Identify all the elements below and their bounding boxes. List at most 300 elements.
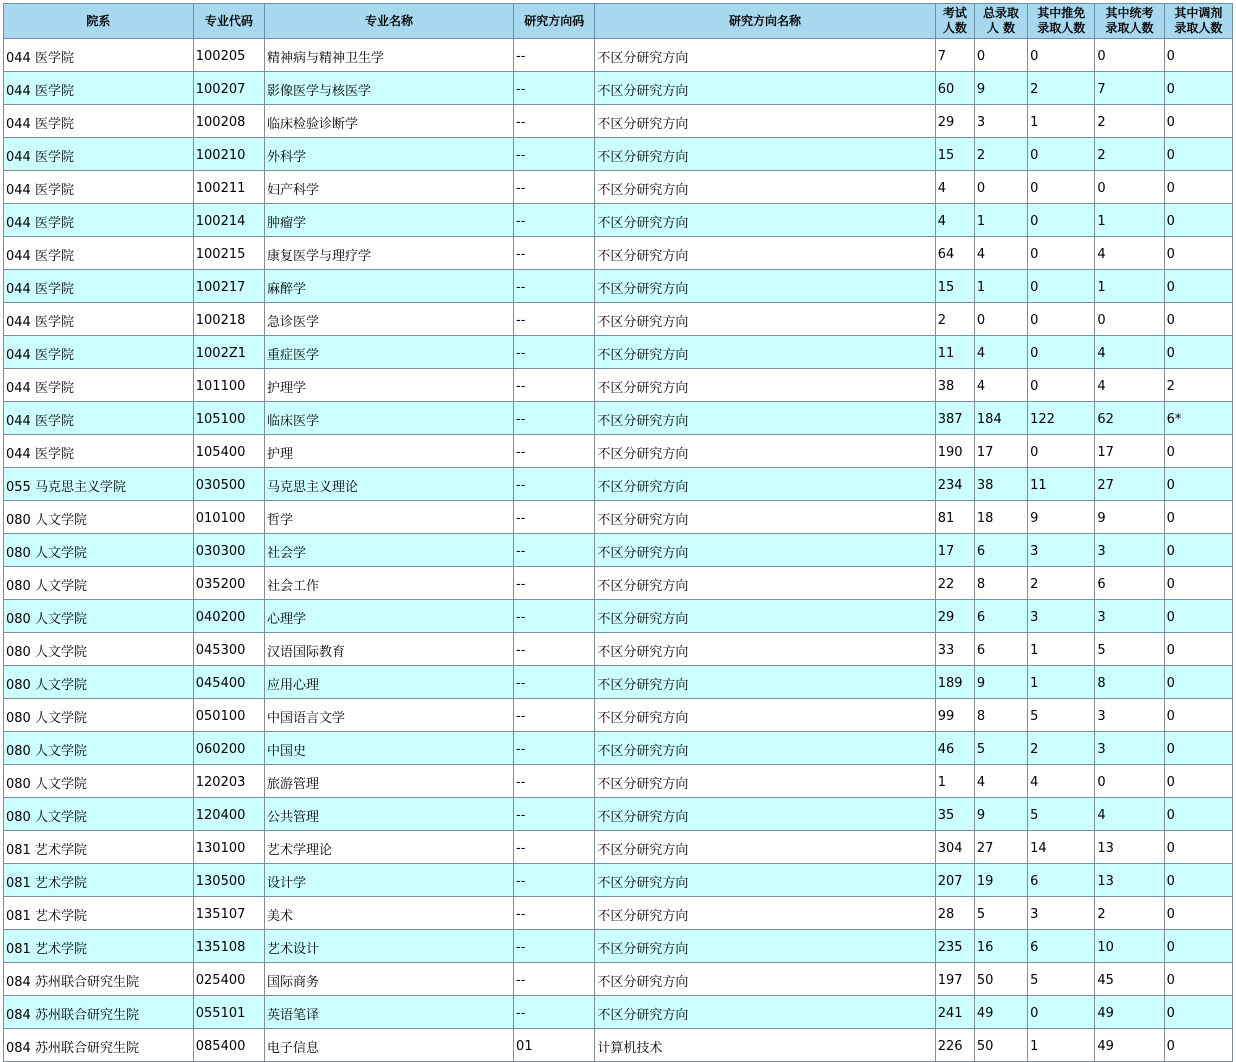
cell-major: 哲学 — [265, 501, 514, 534]
cell-unified: 13 — [1095, 864, 1164, 897]
cell-adjusted: 0 — [1164, 897, 1232, 930]
cell-dir-name: 不区分研究方向 — [595, 204, 935, 237]
cell-recommended: 0 — [1028, 237, 1095, 270]
cell-adjusted: 0 — [1164, 567, 1232, 600]
cell-dept: 055 马克思主义学院 — [4, 468, 194, 501]
cell-code: 100217 — [193, 270, 264, 303]
cell-major: 艺术设计 — [265, 930, 514, 963]
cell-adjusted: 0 — [1164, 435, 1232, 468]
cell-exam: 241 — [935, 996, 974, 1029]
table-row — [4, 831, 1233, 864]
cell-adjusted: 0 — [1164, 39, 1232, 72]
cell-code: 030500 — [193, 468, 264, 501]
cell-unified: 27 — [1095, 468, 1164, 501]
cell-total: 6 — [974, 600, 1027, 633]
cell-total: 9 — [974, 666, 1027, 699]
cell-dir-name: 不区分研究方向 — [595, 666, 935, 699]
cell-major: 外科学 — [265, 138, 514, 171]
cell-code: 100210 — [193, 138, 264, 171]
table-row — [4, 105, 1233, 138]
cell-total: 0 — [974, 171, 1027, 204]
cell-total: 0 — [974, 303, 1027, 336]
cell-total: 6 — [974, 633, 1027, 666]
cell-recommended: 11 — [1028, 468, 1095, 501]
table-row — [4, 336, 1233, 369]
cell-dept: 084 苏州联合研究生院 — [4, 963, 194, 996]
cell-code: 045400 — [193, 666, 264, 699]
cell-major: 临床检验诊断学 — [265, 105, 514, 138]
header-recommended-line2: 录取人数 — [1037, 21, 1086, 35]
cell-total: 9 — [974, 798, 1027, 831]
cell-code: 100205 — [193, 39, 264, 72]
header-total-line2: 人 数 — [986, 21, 1016, 35]
cell-unified: 4 — [1095, 336, 1164, 369]
cell-unified: 0 — [1095, 765, 1164, 798]
cell-dept: 044 医学院 — [4, 435, 194, 468]
cell-total: 0 — [974, 39, 1027, 72]
cell-major: 临床医学 — [265, 402, 514, 435]
cell-exam: 29 — [935, 600, 974, 633]
header-total — [974, 4, 1027, 39]
cell-dir-code: -- — [514, 468, 595, 501]
cell-code: 100214 — [193, 204, 264, 237]
cell-adjusted: 0 — [1164, 996, 1232, 1029]
cell-unified: 4 — [1095, 369, 1164, 402]
cell-exam: 304 — [935, 831, 974, 864]
header-recommended-line1: 其中推免 — [1037, 6, 1086, 20]
cell-unified: 2 — [1095, 138, 1164, 171]
cell-adjusted: 0 — [1164, 501, 1232, 534]
cell-recommended: 0 — [1028, 138, 1095, 171]
cell-recommended: 5 — [1028, 798, 1095, 831]
cell-total: 18 — [974, 501, 1027, 534]
cell-major: 英语笔译 — [265, 996, 514, 1029]
cell-code: 030300 — [193, 534, 264, 567]
cell-major: 心理学 — [265, 600, 514, 633]
cell-code: 055101 — [193, 996, 264, 1029]
cell-exam: 29 — [935, 105, 974, 138]
cell-dept: 044 医学院 — [4, 105, 194, 138]
cell-recommended: 5 — [1028, 963, 1095, 996]
cell-total: 5 — [974, 897, 1027, 930]
cell-exam: 33 — [935, 633, 974, 666]
cell-dir-code: -- — [514, 303, 595, 336]
cell-major: 社会工作 — [265, 567, 514, 600]
cell-dept: 080 人文学院 — [4, 600, 194, 633]
cell-major: 重症医学 — [265, 336, 514, 369]
cell-adjusted: 6* — [1164, 402, 1232, 435]
table-row — [4, 435, 1233, 468]
cell-adjusted: 0 — [1164, 171, 1232, 204]
cell-adjusted: 0 — [1164, 336, 1232, 369]
cell-total: 19 — [974, 864, 1027, 897]
cell-dir-name: 不区分研究方向 — [595, 534, 935, 567]
cell-major: 马克思主义理论 — [265, 468, 514, 501]
cell-dir-code: -- — [514, 732, 595, 765]
cell-exam: 35 — [935, 798, 974, 831]
cell-total: 9 — [974, 72, 1027, 105]
cell-recommended: 14 — [1028, 831, 1095, 864]
cell-dir-code: -- — [514, 963, 595, 996]
table-row — [4, 303, 1233, 336]
cell-dept: 081 艺术学院 — [4, 897, 194, 930]
cell-recommended: 9 — [1028, 501, 1095, 534]
cell-dept: 044 医学院 — [4, 303, 194, 336]
cell-dir-code: -- — [514, 666, 595, 699]
cell-code: 135108 — [193, 930, 264, 963]
cell-unified: 3 — [1095, 732, 1164, 765]
cell-dir-code: -- — [514, 897, 595, 930]
cell-exam: 38 — [935, 369, 974, 402]
cell-unified: 5 — [1095, 633, 1164, 666]
header-adjusted-line1: 其中调剂 — [1174, 6, 1223, 20]
cell-major: 影像医学与核医学 — [265, 72, 514, 105]
cell-adjusted: 0 — [1164, 798, 1232, 831]
cell-dir-code: -- — [514, 699, 595, 732]
cell-total: 4 — [974, 336, 1027, 369]
cell-recommended: 6 — [1028, 930, 1095, 963]
cell-dir-name: 不区分研究方向 — [595, 270, 935, 303]
cell-unified: 3 — [1095, 534, 1164, 567]
cell-dir-name: 不区分研究方向 — [595, 699, 935, 732]
cell-recommended: 3 — [1028, 897, 1095, 930]
cell-dir-code: -- — [514, 996, 595, 1029]
cell-exam: 189 — [935, 666, 974, 699]
cell-unified: 1 — [1095, 204, 1164, 237]
cell-dir-code: -- — [514, 204, 595, 237]
cell-dept: 044 医学院 — [4, 369, 194, 402]
cell-dir-name: 不区分研究方向 — [595, 996, 935, 1029]
header-row — [4, 4, 1233, 39]
cell-dir-name: 不区分研究方向 — [595, 402, 935, 435]
cell-dept: 044 医学院 — [4, 39, 194, 72]
cell-major: 肿瘤学 — [265, 204, 514, 237]
cell-adjusted: 0 — [1164, 732, 1232, 765]
table-row — [4, 171, 1233, 204]
cell-dept: 084 苏州联合研究生院 — [4, 996, 194, 1029]
cell-unified: 9 — [1095, 501, 1164, 534]
cell-unified: 2 — [1095, 897, 1164, 930]
cell-unified: 4 — [1095, 237, 1164, 270]
cell-recommended: 0 — [1028, 435, 1095, 468]
header-code: 专业代码 — [193, 4, 264, 39]
cell-dir-name: 不区分研究方向 — [595, 39, 935, 72]
cell-exam: 81 — [935, 501, 974, 534]
cell-dir-name: 不区分研究方向 — [595, 303, 935, 336]
cell-major: 应用心理 — [265, 666, 514, 699]
cell-unified: 45 — [1095, 963, 1164, 996]
cell-exam: 234 — [935, 468, 974, 501]
cell-dir-code: -- — [514, 765, 595, 798]
cell-dir-code: -- — [514, 336, 595, 369]
cell-total: 50 — [974, 1029, 1027, 1062]
header-total-line1: 总录取 — [983, 6, 1020, 20]
cell-code: 100207 — [193, 72, 264, 105]
header-major: 专业名称 — [265, 4, 514, 39]
table-row — [4, 204, 1233, 237]
cell-recommended: 1 — [1028, 105, 1095, 138]
cell-code: 101100 — [193, 369, 264, 402]
cell-code: 105100 — [193, 402, 264, 435]
cell-major: 中国语言文学 — [265, 699, 514, 732]
cell-exam: 226 — [935, 1029, 974, 1062]
cell-exam: 4 — [935, 171, 974, 204]
cell-dir-code: -- — [514, 369, 595, 402]
cell-exam: 22 — [935, 567, 974, 600]
cell-dir-name: 不区分研究方向 — [595, 105, 935, 138]
cell-unified: 0 — [1095, 303, 1164, 336]
header-exam-line2: 人数 — [942, 21, 967, 35]
cell-dir-name: 不区分研究方向 — [595, 897, 935, 930]
cell-dir-code: -- — [514, 72, 595, 105]
cell-unified: 13 — [1095, 831, 1164, 864]
table-row — [4, 996, 1233, 1029]
cell-dir-code: -- — [514, 39, 595, 72]
table-row — [4, 501, 1233, 534]
cell-recommended: 122 — [1028, 402, 1095, 435]
cell-total: 6 — [974, 534, 1027, 567]
cell-dir-code: -- — [514, 534, 595, 567]
cell-exam: 387 — [935, 402, 974, 435]
cell-dir-code: -- — [514, 138, 595, 171]
cell-recommended: 3 — [1028, 600, 1095, 633]
cell-code: 105400 — [193, 435, 264, 468]
table-row — [4, 369, 1233, 402]
cell-unified: 4 — [1095, 798, 1164, 831]
cell-recommended: 1 — [1028, 666, 1095, 699]
cell-adjusted: 0 — [1164, 72, 1232, 105]
cell-recommended: 5 — [1028, 699, 1095, 732]
cell-recommended: 1 — [1028, 633, 1095, 666]
cell-unified: 10 — [1095, 930, 1164, 963]
cell-dept: 080 人文学院 — [4, 567, 194, 600]
cell-recommended: 3 — [1028, 534, 1095, 567]
cell-major: 精神病与精神卫生学 — [265, 39, 514, 72]
cell-dir-code: -- — [514, 501, 595, 534]
cell-unified: 2 — [1095, 105, 1164, 138]
cell-dir-code: -- — [514, 105, 595, 138]
cell-dir-code: -- — [514, 171, 595, 204]
cell-code: 100218 — [193, 303, 264, 336]
table-row — [4, 897, 1233, 930]
cell-total: 27 — [974, 831, 1027, 864]
cell-dir-name: 不区分研究方向 — [595, 237, 935, 270]
cell-unified: 0 — [1095, 171, 1164, 204]
cell-total: 4 — [974, 765, 1027, 798]
cell-exam: 190 — [935, 435, 974, 468]
cell-recommended: 0 — [1028, 303, 1095, 336]
table-row — [4, 930, 1233, 963]
cell-adjusted: 0 — [1164, 765, 1232, 798]
cell-exam: 60 — [935, 72, 974, 105]
table-row — [4, 666, 1233, 699]
table-row — [4, 468, 1233, 501]
cell-major: 妇产科学 — [265, 171, 514, 204]
cell-dept: 044 医学院 — [4, 336, 194, 369]
cell-unified: 3 — [1095, 699, 1164, 732]
cell-dept: 080 人文学院 — [4, 633, 194, 666]
cell-dept: 044 医学院 — [4, 270, 194, 303]
cell-code: 130500 — [193, 864, 264, 897]
cell-total: 8 — [974, 699, 1027, 732]
cell-dir-code: -- — [514, 237, 595, 270]
cell-code: 010100 — [193, 501, 264, 534]
cell-dir-name: 不区分研究方向 — [595, 633, 935, 666]
cell-dir-name: 不区分研究方向 — [595, 435, 935, 468]
cell-dir-name: 不区分研究方向 — [595, 732, 935, 765]
cell-dept: 084 苏州联合研究生院 — [4, 1029, 194, 1062]
cell-total: 49 — [974, 996, 1027, 1029]
cell-dir-name: 不区分研究方向 — [595, 336, 935, 369]
cell-dept: 044 医学院 — [4, 72, 194, 105]
cell-total: 2 — [974, 138, 1027, 171]
admissions-table — [3, 3, 1233, 1062]
cell-recommended: 0 — [1028, 171, 1095, 204]
table-row — [4, 402, 1233, 435]
cell-unified: 0 — [1095, 39, 1164, 72]
cell-unified: 1 — [1095, 270, 1164, 303]
cell-dir-name: 不区分研究方向 — [595, 600, 935, 633]
table-body — [4, 39, 1233, 1062]
cell-exam: 4 — [935, 204, 974, 237]
cell-code: 100215 — [193, 237, 264, 270]
cell-dept: 081 艺术学院 — [4, 831, 194, 864]
cell-total: 3 — [974, 105, 1027, 138]
cell-exam: 15 — [935, 270, 974, 303]
cell-code: 120400 — [193, 798, 264, 831]
cell-dir-name: 计算机技术 — [595, 1029, 935, 1062]
cell-adjusted: 0 — [1164, 831, 1232, 864]
cell-major: 国际商务 — [265, 963, 514, 996]
cell-dir-name: 不区分研究方向 — [595, 831, 935, 864]
cell-code: 130100 — [193, 831, 264, 864]
cell-adjusted: 2 — [1164, 369, 1232, 402]
cell-total: 184 — [974, 402, 1027, 435]
cell-dir-name: 不区分研究方向 — [595, 798, 935, 831]
cell-code: 100208 — [193, 105, 264, 138]
cell-major: 中国史 — [265, 732, 514, 765]
cell-adjusted: 0 — [1164, 963, 1232, 996]
cell-exam: 15 — [935, 138, 974, 171]
cell-recommended: 6 — [1028, 864, 1095, 897]
table-row — [4, 765, 1233, 798]
cell-major: 护理 — [265, 435, 514, 468]
cell-adjusted: 0 — [1164, 600, 1232, 633]
cell-major: 社会学 — [265, 534, 514, 567]
cell-major: 汉语国际教育 — [265, 633, 514, 666]
cell-code: 085400 — [193, 1029, 264, 1062]
cell-total: 5 — [974, 732, 1027, 765]
cell-unified: 62 — [1095, 402, 1164, 435]
cell-recommended: 0 — [1028, 369, 1095, 402]
cell-code: 135107 — [193, 897, 264, 930]
cell-recommended: 0 — [1028, 204, 1095, 237]
cell-dir-name: 不区分研究方向 — [595, 765, 935, 798]
cell-dir-code: -- — [514, 402, 595, 435]
table-row — [4, 600, 1233, 633]
cell-total: 17 — [974, 435, 1027, 468]
header-dept: 院系 — [4, 4, 194, 39]
cell-total: 50 — [974, 963, 1027, 996]
cell-dir-code: 01 — [514, 1029, 595, 1062]
cell-adjusted: 0 — [1164, 699, 1232, 732]
table-row — [4, 732, 1233, 765]
cell-code: 040200 — [193, 600, 264, 633]
cell-recommended: 2 — [1028, 567, 1095, 600]
cell-dir-name: 不区分研究方向 — [595, 468, 935, 501]
cell-code: 1002Z1 — [193, 336, 264, 369]
table-row — [4, 237, 1233, 270]
cell-major: 麻醉学 — [265, 270, 514, 303]
cell-unified: 6 — [1095, 567, 1164, 600]
cell-dir-name: 不区分研究方向 — [595, 72, 935, 105]
cell-recommended: 2 — [1028, 732, 1095, 765]
header-exam-line1: 考试 — [942, 6, 967, 20]
cell-adjusted: 0 — [1164, 666, 1232, 699]
cell-dir-name: 不区分研究方向 — [595, 138, 935, 171]
cell-code: 100211 — [193, 171, 264, 204]
table-row — [4, 567, 1233, 600]
cell-adjusted: 0 — [1164, 864, 1232, 897]
cell-dir-code: -- — [514, 831, 595, 864]
table-row — [4, 1029, 1233, 1062]
cell-major: 电子信息 — [265, 1029, 514, 1062]
cell-major: 设计学 — [265, 864, 514, 897]
cell-dept: 081 艺术学院 — [4, 930, 194, 963]
cell-major: 公共管理 — [265, 798, 514, 831]
header-adjusted — [1164, 4, 1232, 39]
cell-exam: 207 — [935, 864, 974, 897]
cell-total: 1 — [974, 270, 1027, 303]
cell-major: 护理学 — [265, 369, 514, 402]
cell-exam: 64 — [935, 237, 974, 270]
cell-major: 急诊医学 — [265, 303, 514, 336]
cell-dir-name: 不区分研究方向 — [595, 930, 935, 963]
table-row — [4, 633, 1233, 666]
cell-unified: 49 — [1095, 996, 1164, 1029]
cell-code: 060200 — [193, 732, 264, 765]
cell-recommended: 0 — [1028, 270, 1095, 303]
cell-total: 4 — [974, 369, 1027, 402]
header-dir-name: 研究方向名称 — [595, 4, 935, 39]
cell-exam: 28 — [935, 897, 974, 930]
cell-major: 康复医学与理疗学 — [265, 237, 514, 270]
cell-code: 035200 — [193, 567, 264, 600]
cell-dept: 044 医学院 — [4, 171, 194, 204]
cell-dept: 044 医学院 — [4, 138, 194, 171]
cell-dept: 081 艺术学院 — [4, 864, 194, 897]
header-exam — [935, 4, 974, 39]
cell-unified: 17 — [1095, 435, 1164, 468]
cell-dept: 080 人文学院 — [4, 699, 194, 732]
cell-adjusted: 0 — [1164, 1029, 1232, 1062]
cell-exam: 11 — [935, 336, 974, 369]
cell-code: 025400 — [193, 963, 264, 996]
cell-total: 4 — [974, 237, 1027, 270]
table-row — [4, 864, 1233, 897]
cell-adjusted: 0 — [1164, 105, 1232, 138]
cell-dept: 044 医学院 — [4, 402, 194, 435]
cell-dept: 080 人文学院 — [4, 501, 194, 534]
cell-dir-name: 不区分研究方向 — [595, 963, 935, 996]
cell-exam: 46 — [935, 732, 974, 765]
cell-dir-code: -- — [514, 435, 595, 468]
header-dir-code: 研究方向码 — [514, 4, 595, 39]
cell-major: 美术 — [265, 897, 514, 930]
cell-recommended: 4 — [1028, 765, 1095, 798]
cell-major: 艺术学理论 — [265, 831, 514, 864]
table-row — [4, 699, 1233, 732]
